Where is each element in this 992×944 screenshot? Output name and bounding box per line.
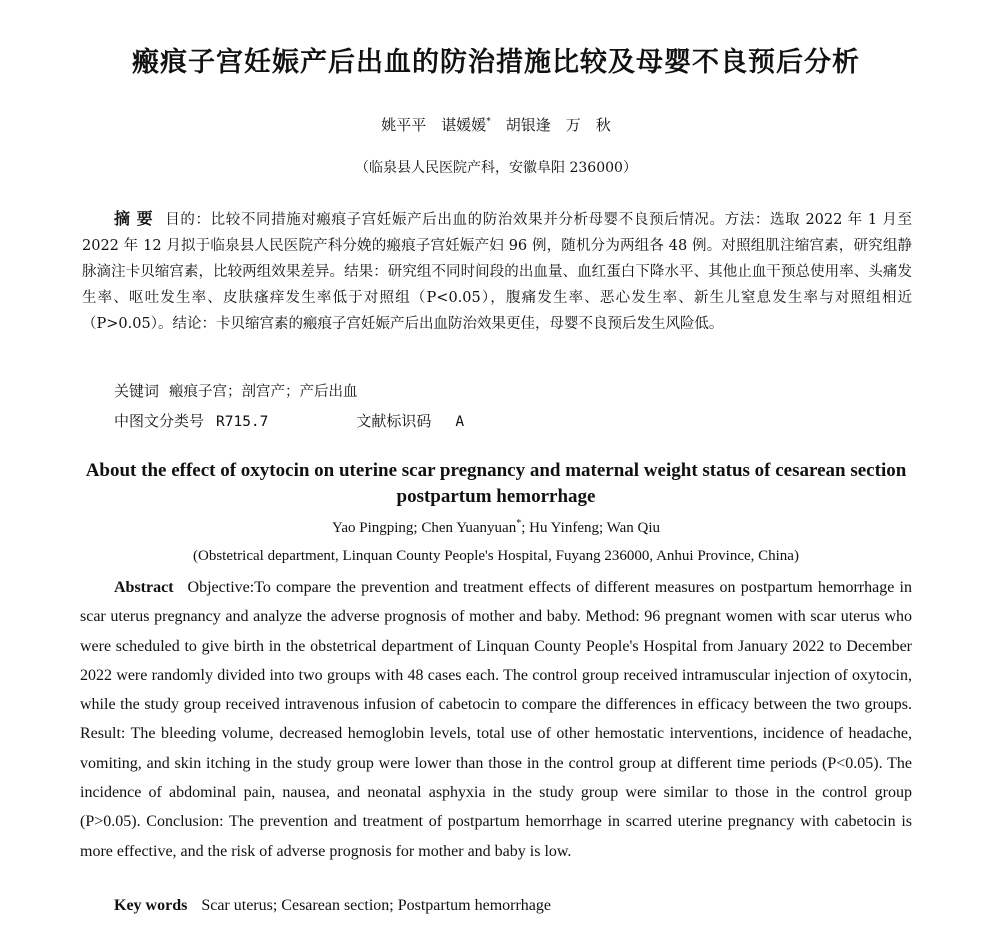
clc-value: R715.7 <box>216 414 269 430</box>
corresponding-author-mark: * <box>486 117 491 127</box>
chinese-keywords <box>114 380 914 401</box>
english-keywords <box>114 897 914 915</box>
english-keywords-label: Key words <box>114 897 188 914</box>
chinese-keywords-label: 关键词 <box>114 382 160 400</box>
english-affiliation: (Obstetrical department, Linquan County People's Hospital, Fuyang 236000, Anhui Province, China) <box>193 548 799 564</box>
chinese-keywords-text: 瘢痕子宫；剖宫产；产后出血 <box>169 384 358 400</box>
doc-code-value: A <box>455 414 465 430</box>
chinese-authors-rest: 胡银逢 万 秋 <box>490 116 611 134</box>
chinese-abstract-text: 目的：比较不同措施对瘢痕子宫妊娠产后出血的防治效果并分析母婴不良预后情况。方法：选取 2022 年 1 月至 2022 年 12 月拟于临泉县人民医院产科分娩的瘢痕子宫妊娠产妇 96 例，随机分为两组各 48 例。对照组肌注缩宫素，研究组静脉滴注卡贝缩宫素，比较两组效果差异。结果：研究组不同时间段的出血量、血红蛋白下降水平、其他止血干预总使用率、头痛发生率、呕吐发生率、皮肤瘙痒发生率低于对照组（P<0.05），腹痛发生率、恶心发生率、新生儿窒息发生率与对照组相近（P>0.05）。结论：卡贝缩宫素的瘢痕子宫妊娠产后出血防治效果更佳，母婴不良预后发生风险低。 <box>82 212 912 332</box>
chinese-abstract <box>82 206 912 337</box>
english-abstract-text: Objective:To compare the prevention and treatment effects of different measures on postpartum hemorrhage in scar uterus pregnancy and analyze the adverse prognosis of mother and baby. Method: 96 pregnant women with scar uterus who were scheduled to give birth in the obstetrical department of Linquan County People's Hospital from January 2022 to December 2022 were randomly divided into two groups with 48 cases each. The control group received intramuscular injection of oxytocin, while the study group received intravenous infusion of cabetocin to compare the differences in efficacy between the two groups. Result: The bleeding volume, decreased hemoglobin levels, total use of other hemostatic interventions, incidence of headache, vomiting, and skin itching in the study group were lower than those in the control group at different time periods (P<0.05). The incidence of abdominal pain, nausea, and neonatal asphyxia in the study group were similar to those in the control group (P>0.05). Conclusion: The prevention and treatment of postpartum hemorrhage in scarred uterine pregnancy with cabetocin is more effective, and the risk of adverse prognosis for mother and baby is low. <box>80 579 912 860</box>
chinese-abstract-label: 摘要 <box>114 209 160 228</box>
chinese-authors <box>0 114 992 135</box>
english-abstract-label: Abstract <box>114 579 174 596</box>
chinese-title: 瘢痕子宫妊娠产后出血的防治措施比较及母婴不良预后分析 <box>132 47 860 78</box>
clc-label: 中图文分类号 <box>114 412 205 430</box>
english-authors-first: Yao Pingping; Chen Yuanyuan <box>332 520 517 536</box>
chinese-authors-first: 姚平平 谌媛媛 <box>381 116 487 134</box>
english-abstract <box>80 573 912 866</box>
english-title: About the effect of oxytocin on uterine scar pregnancy and maternal weight status of cesarean section postpartum hemorrhage <box>85 460 907 507</box>
english-authors <box>0 518 992 537</box>
english-keywords-text: Scar uterus; Cesarean section; Postpartum hemorrhage <box>201 897 551 914</box>
english-authors-rest: ; Hu Yinfeng; Wan Qiu <box>521 520 660 536</box>
chinese-affiliation: （临泉县人民医院产科，安徽阜阳 236000） <box>355 160 637 176</box>
english-corresponding-mark: * <box>516 518 522 529</box>
classification-line <box>114 410 914 431</box>
doc-code-label: 文献标识码 <box>356 412 432 430</box>
